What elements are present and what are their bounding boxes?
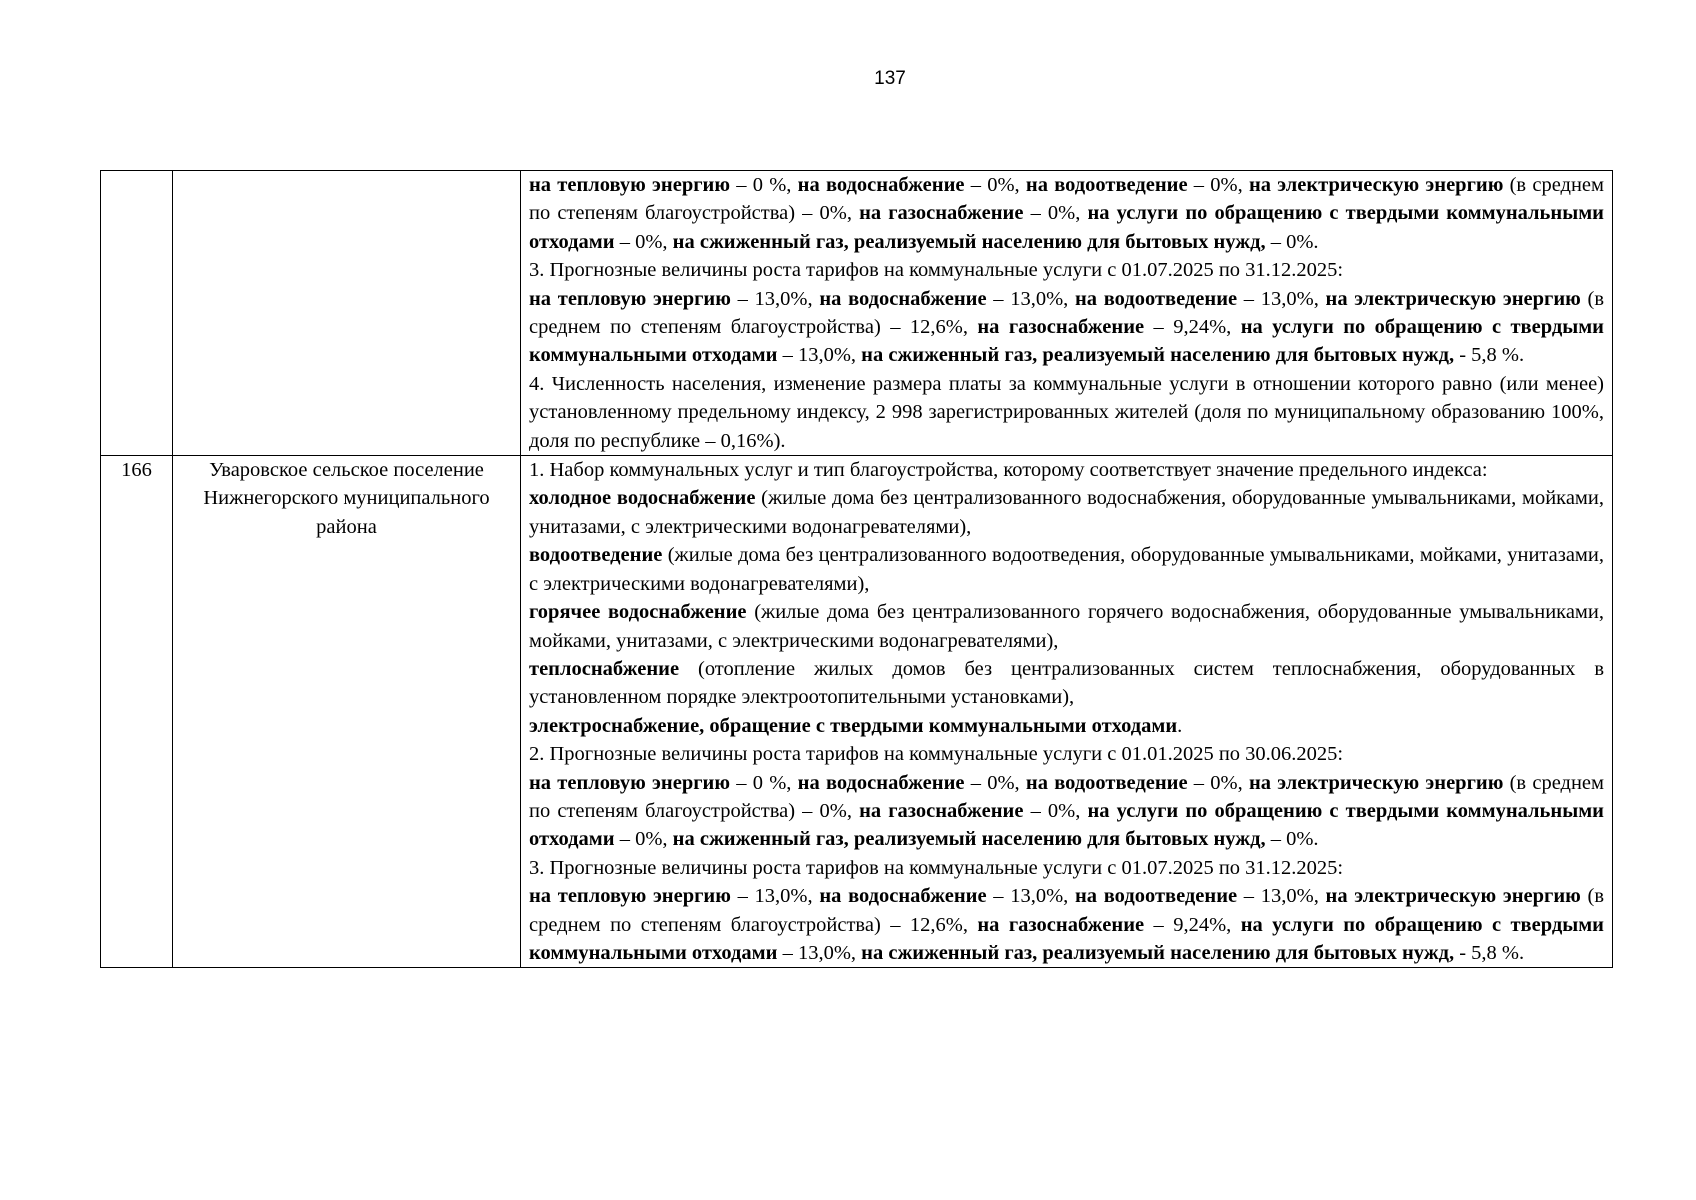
text-run: (в среднем по степеням благоустройства) – 12,6%, [529, 885, 1604, 936]
table-row [101, 456, 1613, 968]
bold-text: на газоснабжение [977, 913, 1145, 936]
bold-text: горячее водоснабжение [529, 601, 747, 624]
bold-text: на сжиженный газ, реализуемый населению для бытовых нужд, [861, 941, 1455, 964]
bold-text: на водоснабжение [819, 885, 987, 908]
bold-text: на водоотведение [1075, 885, 1238, 908]
text-run: – 13,0%, [777, 344, 862, 367]
text-paragraph [529, 256, 1604, 284]
text-run: – 0%, [1023, 799, 1088, 822]
text-paragraph [529, 456, 1604, 484]
bold-text: на газоснабжение [977, 316, 1145, 339]
municipality-name-cell: Уваровское сельское поселение Нижнегорского муниципального района [173, 456, 521, 968]
bold-text: электроснабжение, обращение с твердыми коммунальными отходами [529, 714, 1178, 737]
text-run: – 13,0%, [777, 941, 862, 964]
bold-text: на водоснабжение [797, 174, 965, 196]
text-run: – 0%, [1187, 174, 1249, 196]
text-run: - 5,8 %. [1454, 941, 1525, 964]
text-run: (жилые дома без централизованного водоснабжения, оборудованные умывальниками, мойками, унитазами, с электрическими водонагревателями), [529, 487, 1604, 538]
bold-text: на сжиженный газ, реализуемый населению для бытовых нужд, [672, 230, 1266, 253]
text-run: – 9,24%, [1144, 913, 1241, 936]
text-run: – 0%, [614, 828, 673, 851]
text-run: – 0%, [1187, 771, 1249, 794]
text-paragraph [529, 655, 1604, 712]
text-paragraph [529, 854, 1604, 882]
bold-text: на электрическую энергию [1325, 885, 1581, 908]
bold-text: на сжиженный газ, реализуемый населению для бытовых нужд, [672, 828, 1266, 851]
row-content-cell [521, 456, 1613, 968]
text-run: . [1177, 714, 1183, 737]
bold-text: холодное водоснабжение [529, 487, 756, 510]
bold-text: водоотведение [529, 544, 663, 567]
municipality-name-cell [173, 171, 521, 456]
text-run: (в среднем по степеням благоустройства) – 0%, [529, 174, 1604, 225]
text-run: – 0%. [1265, 828, 1319, 851]
bold-text: на тепловую энергию [529, 771, 730, 794]
bold-text: на водоотведение [1075, 287, 1238, 310]
bold-text: на услуги по обращению с твердыми коммунальными отходами [529, 799, 1604, 851]
text-run: – 13,0%, [1237, 287, 1326, 310]
bold-text: на сжиженный газ, реализуемый населению для бытовых нужд, [861, 344, 1455, 367]
text-run: 4. Численность населения, изменение размера платы за коммунальные услуги в отношении которого равно (или менее) установленному предельному индексу, 2 998 зарегистрированных жителей (доля по муниципальному образованию 100%, доля по республике – 0,16%). [529, 372, 1604, 452]
text-paragraph [529, 541, 1604, 598]
row-number-cell: 166 [101, 456, 173, 968]
text-paragraph [529, 882, 1604, 967]
text-run: – 0%, [614, 230, 673, 253]
text-paragraph [529, 769, 1604, 854]
bold-text: теплоснабжение [529, 657, 680, 680]
text-run: – 13,0%, [730, 287, 820, 310]
text-run: – 13,0%, [730, 885, 820, 908]
bold-text: на тепловую энергию [529, 174, 730, 196]
bold-text: на электрическую энергию [1325, 287, 1581, 310]
text-run: (отопление жилых домов без централизованных систем теплоснабжения, оборудованных в установленном порядке электроотопительными установками), [529, 657, 1604, 709]
tariff-table [100, 170, 1613, 968]
bold-text: на услуги по обращению с твердыми коммунальными отходами [529, 202, 1604, 253]
bold-text: на водоотведение [1025, 771, 1188, 794]
bold-text: на электрическую энергию [1248, 174, 1504, 196]
bold-text: на водоснабжение [819, 287, 987, 310]
text-run: – 13,0%, [986, 885, 1075, 908]
text-paragraph [529, 740, 1604, 768]
text-paragraph [529, 484, 1604, 541]
text-run: (жилые дома без централизованного водоотведения, оборудованные умывальниками, мойками, унитазами, с электрическими водонагревателями), [529, 544, 1604, 595]
bold-text: на водоснабжение [797, 771, 965, 794]
text-run: (жилые дома без централизованного горячего водоснабжения, оборудованные умывальниками, мойками, унитазами, с электрическими водонагревателями), [529, 601, 1605, 652]
bold-text: на тепловую энергию [529, 885, 731, 908]
text-run: – 0%, [1023, 202, 1088, 225]
row-number-cell [101, 171, 173, 456]
text-run: – 0 %, [730, 771, 798, 794]
text-paragraph [529, 370, 1604, 455]
bold-text: на электрическую энергию [1248, 771, 1504, 794]
bold-text: на водоотведение [1025, 174, 1188, 196]
text-run: (в среднем по степеням благоустройства) – 0%, [529, 771, 1604, 822]
bold-text: на тепловую энергию [529, 287, 731, 310]
text-paragraph [529, 598, 1604, 655]
text-paragraph [529, 285, 1604, 370]
text-run: – 0%, [964, 771, 1026, 794]
text-run: – 0%, [964, 174, 1026, 196]
table-row [101, 171, 1613, 456]
text-run: 3. Прогнозные величины роста тарифов на коммунальные услуги с 01.07.2025 по 31.12.2025: [529, 259, 1344, 282]
page-number: 137 [874, 68, 906, 89]
bold-text: на газоснабжение [859, 799, 1024, 822]
text-run: - 5,8 %. [1454, 344, 1525, 367]
text-paragraph [529, 171, 1604, 256]
text-run: – 13,0%, [1237, 885, 1326, 908]
text-paragraph [529, 712, 1604, 740]
text-run: 2. Прогнозные величины роста тарифов на коммунальные услуги с 01.01.2025 по 30.06.2025: [529, 743, 1344, 766]
row-content-cell [521, 171, 1613, 456]
text-run: – 0 %, [730, 174, 798, 196]
text-run: (в среднем по степеням благоустройства) – 12,6%, [529, 287, 1604, 339]
bold-text: на услуги по обращению с твердыми коммунальными отходами [529, 913, 1604, 964]
bold-text: на услуги по обращению с твердыми коммунальными отходами [529, 316, 1604, 367]
text-run: – 0%. [1265, 230, 1319, 253]
text-run: – 13,0%, [986, 287, 1075, 310]
text-run: – 9,24%, [1144, 316, 1241, 339]
text-run: 3. Прогнозные величины роста тарифов на коммунальные услуги с 01.07.2025 по 31.12.2025: [529, 856, 1344, 879]
bold-text: на газоснабжение [859, 202, 1024, 225]
text-run: 1. Набор коммунальных услуг и тип благоустройства, которому соответствует значение предельного индекса: [529, 459, 1488, 482]
